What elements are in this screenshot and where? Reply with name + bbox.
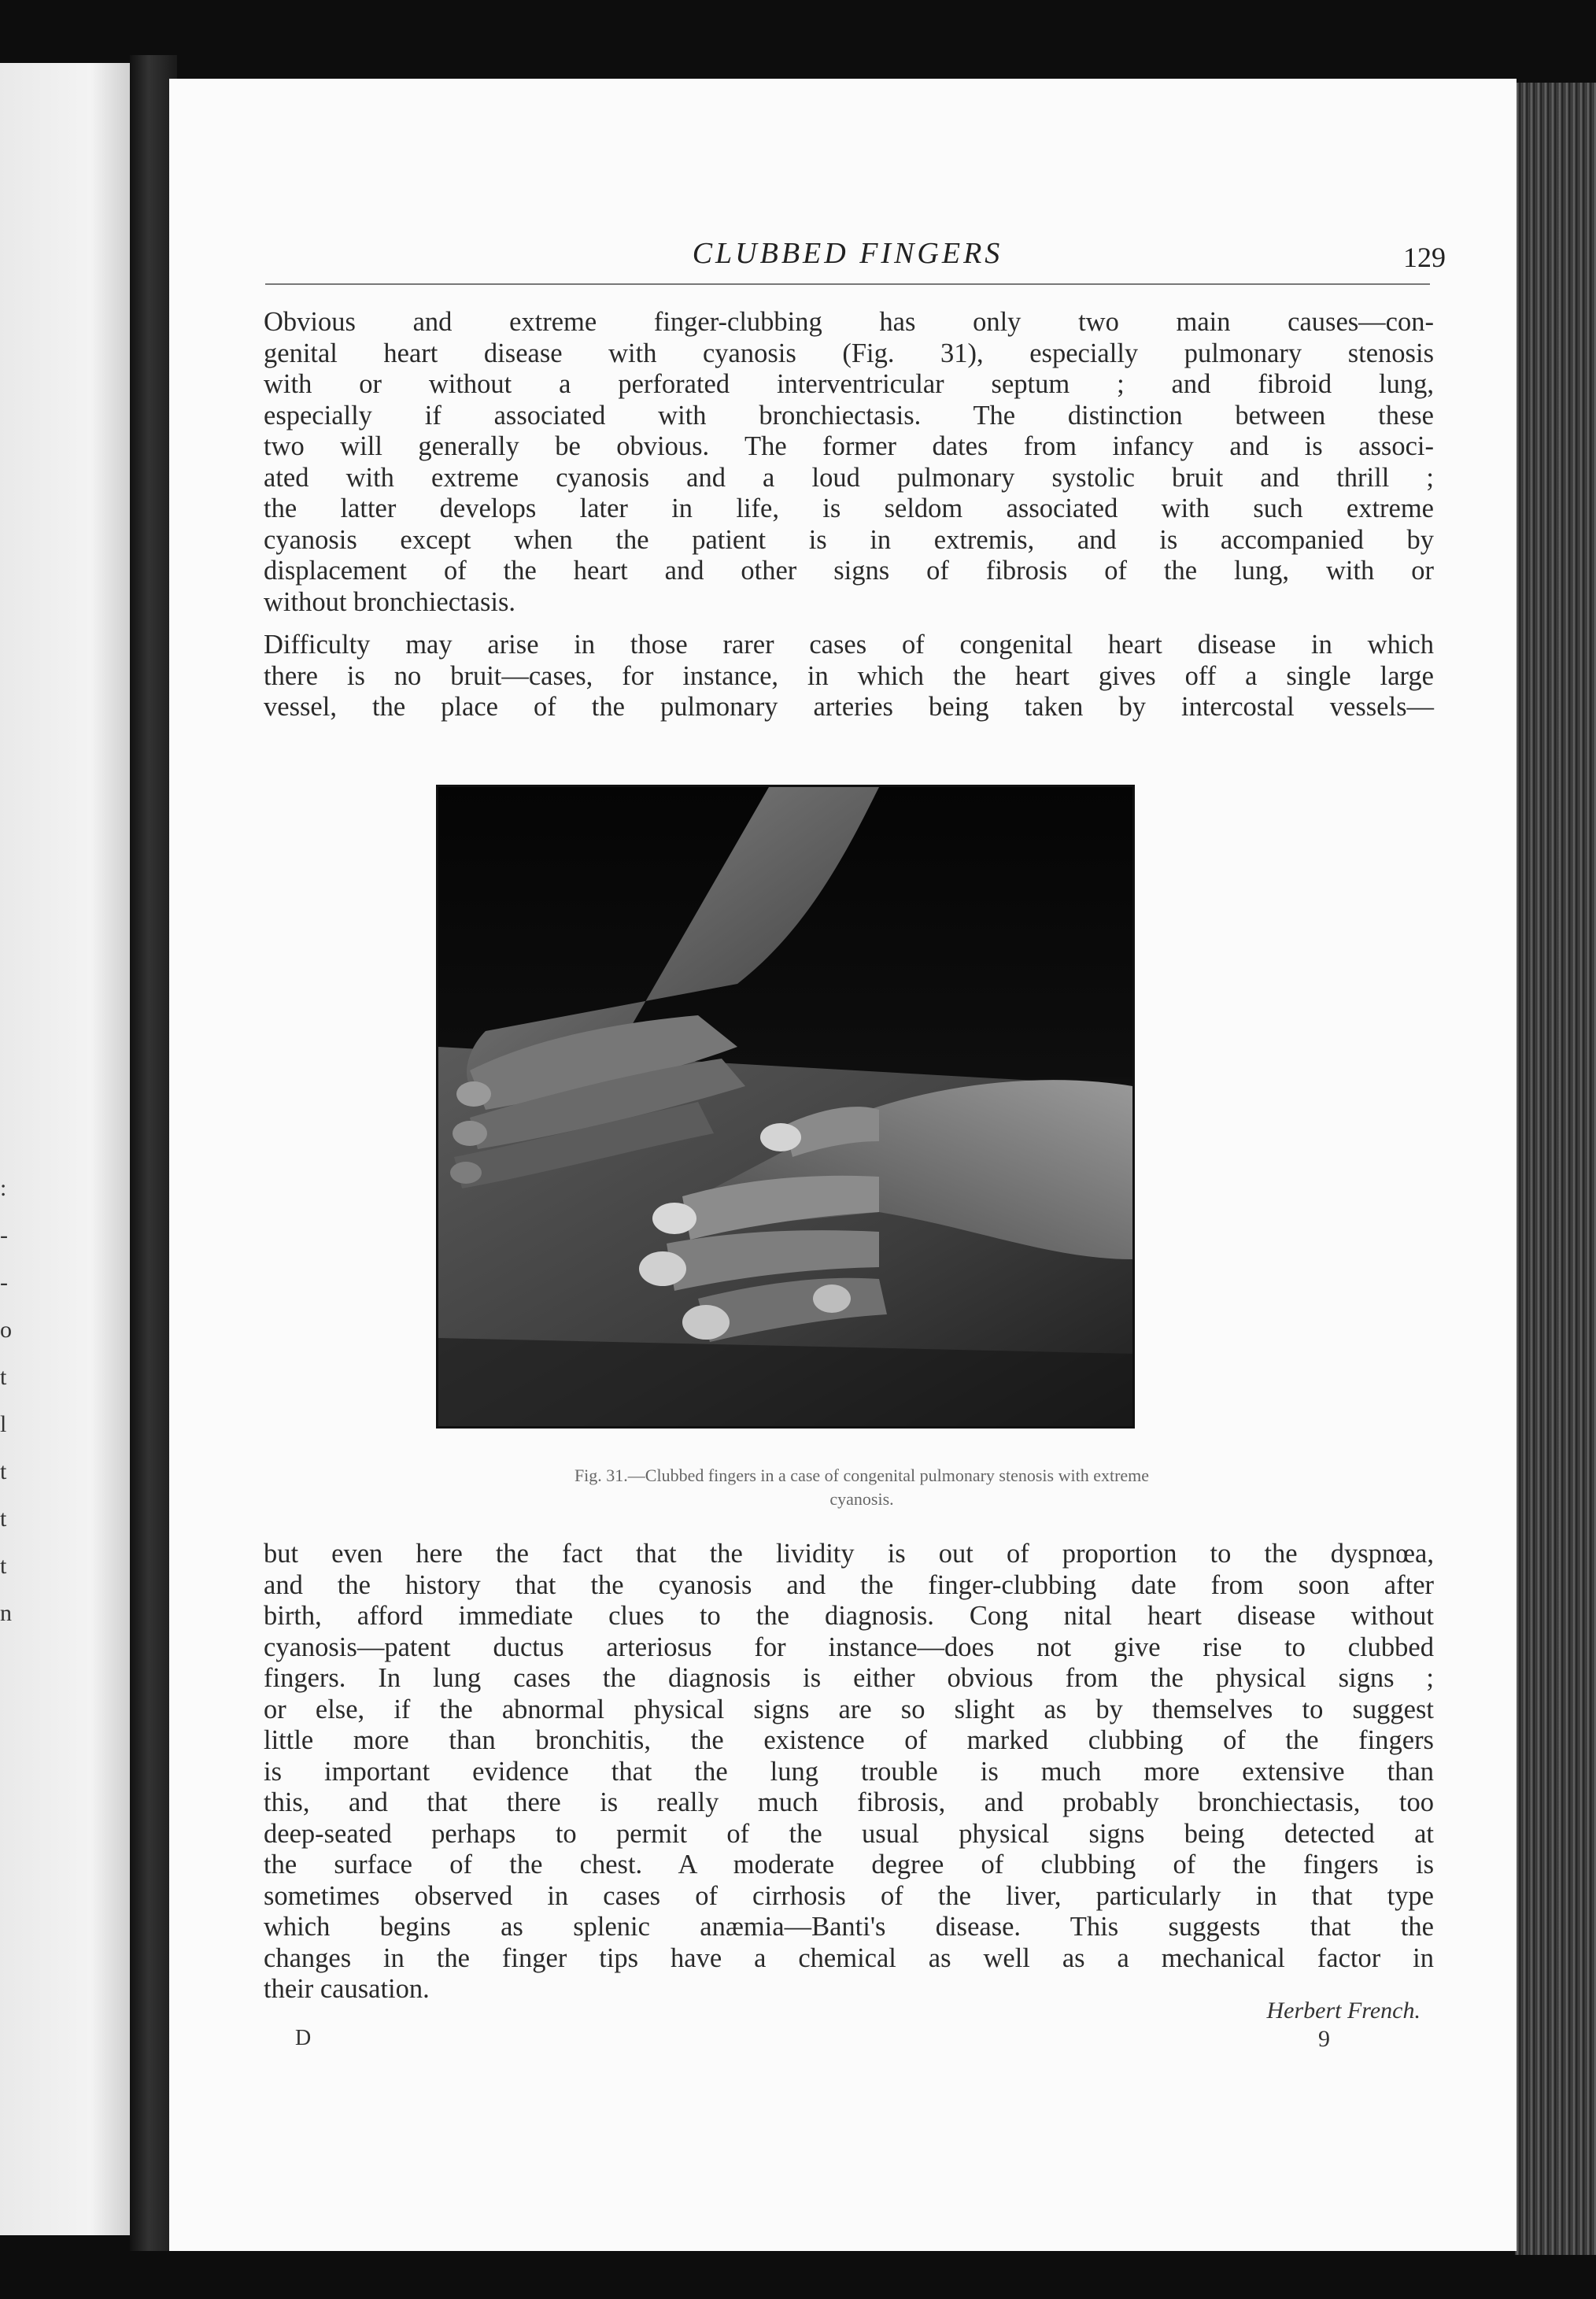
page-number: 129 <box>1403 242 1446 273</box>
text-line: sometimes observed in cases of cirrhosis of the liver, particularly in that type <box>264 1880 1434 1911</box>
text-line: and the history that the cyanosis and the finger-clubbing date from soon after <box>264 1569 1434 1600</box>
text-line: especially if associated with bronchiectasis. The distinction between these <box>264 400 1434 431</box>
caption-line: cyanosis. <box>829 1489 894 1509</box>
caption-line: Fig. 31.—Clubbed fingers in a case of congenital pulmonary stenosis with extreme <box>574 1466 1150 1485</box>
paragraph <box>264 307 1434 618</box>
edge-mark: t <box>0 1506 7 1532</box>
text-line: is important evidence that the lung trouble is much more extensive than <box>264 1756 1434 1787</box>
text-line: little more than bronchitis, the existence of marked clubbing of the fingers <box>264 1725 1434 1755</box>
edge-mark: o <box>0 1317 12 1343</box>
sheet-number: 9 <box>1318 2026 1330 2052</box>
text-line: Difficulty may arise in those rarer cases of congenital heart disease in which <box>264 630 1434 660</box>
text-line: vessel, the place of the pulmonary arteries being taken by intercostal vessels— <box>264 692 1434 722</box>
figure-caption <box>327 1464 1397 1511</box>
left-page-edge-text <box>0 1165 16 1637</box>
text-line: genital heart disease with cyanosis (Fig. 31), especially pulmonary stenosis <box>264 338 1434 368</box>
edge-mark: t <box>0 1364 7 1390</box>
text-line: changes in the finger tips have a chemical as well as a mechanical factor in <box>264 1942 1434 1973</box>
text-line: Obvious and extreme finger-clubbing has only two main causes—con- <box>264 307 1434 337</box>
text-line: with or without a perforated interventricular septum ; and fibroid lung, <box>264 369 1434 399</box>
author-signature: Herbert French. <box>1266 1998 1421 2024</box>
text-line: but even here the fact that the lividity is out of proportion to the dyspnœa, <box>264 1539 1434 1569</box>
text-line: cyanosis—patent ductus arteriosus for instance—does not give rise to clubbed <box>264 1632 1434 1662</box>
running-head <box>265 236 1446 285</box>
edge-mark: : <box>0 1175 7 1201</box>
text-line: ated with extreme cyanosis and a loud pulmonary systolic bruit and thrill ; <box>264 462 1434 493</box>
text-line: their causation. <box>264 1974 430 2004</box>
left-facing-page <box>0 63 130 2235</box>
signature-letter: D <box>295 2026 312 2050</box>
figure-photograph-clubbed-fingers <box>436 785 1135 1429</box>
text-line: which begins as splenic anæmia—Banti's disease. This suggests that the <box>264 1912 1434 1942</box>
edge-mark: - <box>0 1222 8 1248</box>
edge-mark: t <box>0 1458 7 1484</box>
hands-photo-icon <box>438 787 1132 1426</box>
page-stack-edge <box>1515 83 1596 2255</box>
edge-mark: t <box>0 1553 7 1579</box>
page-footer <box>295 1999 1421 2062</box>
text-line: the latter develops later in life, is seldom associated with such extreme <box>264 493 1434 523</box>
text-line: without bronchiectasis. <box>264 586 516 617</box>
paragraph <box>264 1539 1434 2005</box>
text-line: the surface of the chest. A moderate degree of clubbing of the fingers is <box>264 1850 1434 1879</box>
text-line: deep-seated perhaps to permit of the usual physical signs being detected at <box>264 1818 1434 1849</box>
text-line: this, and that there is really much fibrosis, and probably bronchiectasis, too <box>264 1787 1434 1817</box>
paragraph <box>264 630 1434 723</box>
text-line: birth, afford immediate clues to the diagnosis. Cong nital heart disease without <box>264 1601 1434 1631</box>
edge-mark: - <box>0 1270 8 1295</box>
text-line: cyanosis except when the patient is in extremis, and is accompanied by <box>264 524 1434 555</box>
text-line: fingers. In lung cases the diagnosis is either obvious from the physical signs ; <box>264 1663 1434 1693</box>
text-line: displacement of the heart and other signs of fibrosis of the lung, with or <box>264 556 1434 586</box>
text-line: or else, if the abnormal physical signs are so slight as by themselves to suggest <box>264 1694 1434 1724</box>
running-title: CLUBBED FINGERS <box>692 237 1003 270</box>
book-page <box>169 79 1517 2251</box>
edge-mark: n <box>0 1600 12 1626</box>
edge-mark: l <box>0 1411 7 1437</box>
text-line: there is no bruit—cases, for instance, in which the heart gives off a single large <box>264 660 1434 691</box>
text-line: two will generally be obvious. The former dates from infancy and is associ- <box>264 431 1434 461</box>
